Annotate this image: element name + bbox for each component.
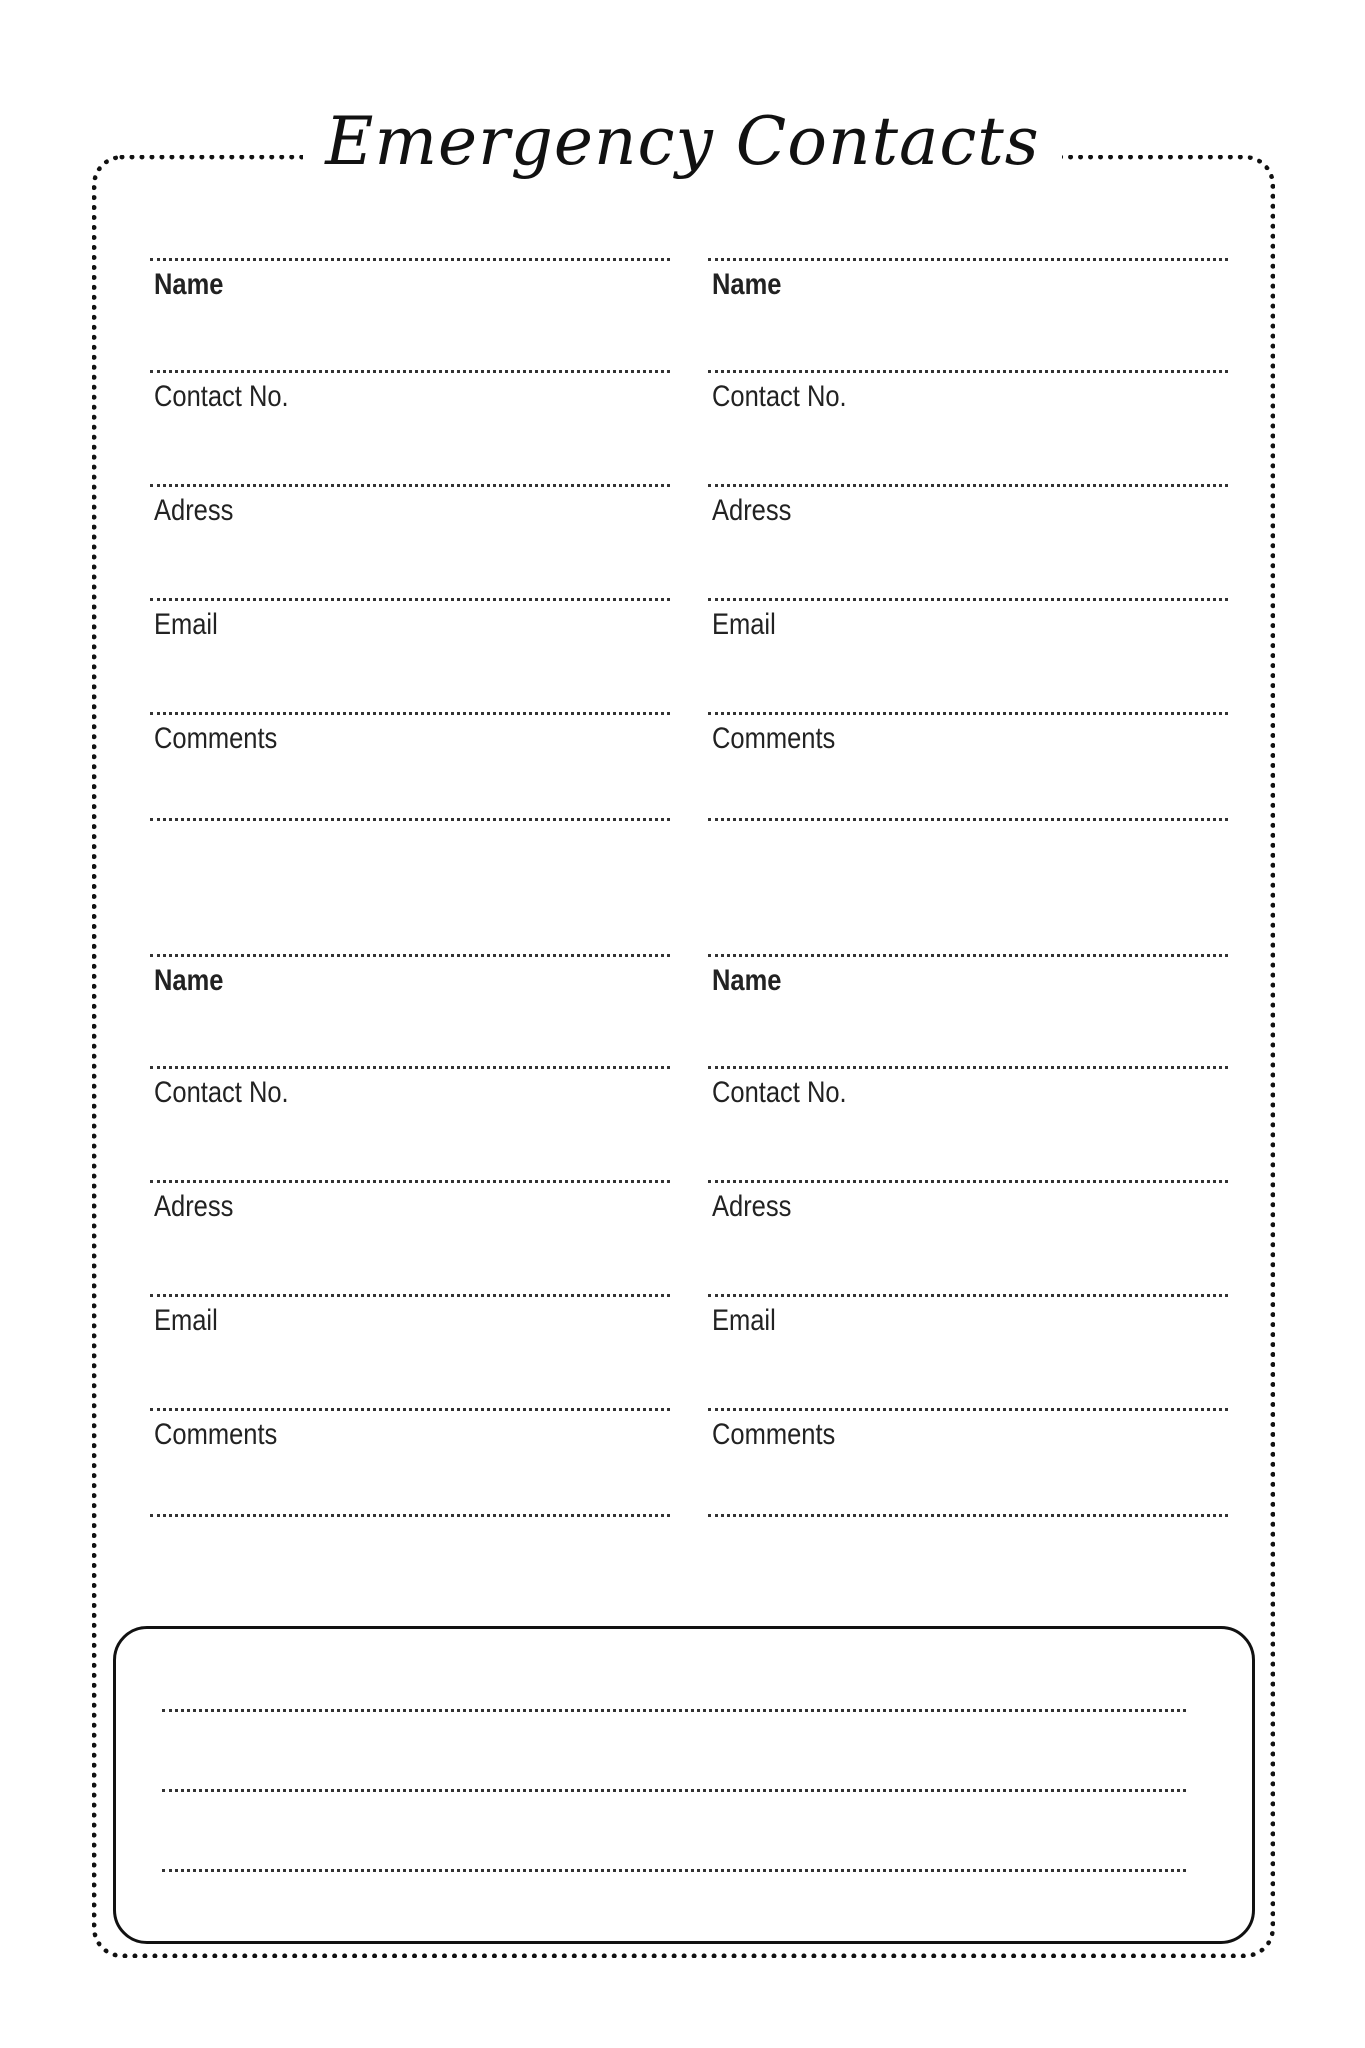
comments-label: Comments [154, 1418, 278, 1451]
comments-field[interactable] [708, 712, 1228, 826]
email-line [150, 598, 670, 601]
comments-label: Comments [712, 1418, 836, 1451]
comments-label: Comments [154, 722, 278, 755]
comments-extra-line[interactable] [708, 1514, 1228, 1517]
contact-number-label: Contact No. [712, 1076, 847, 1109]
address-label: Adress [154, 494, 234, 527]
comments-line [150, 712, 670, 715]
email-line [150, 1294, 670, 1297]
contact-number-label: Contact No. [154, 380, 289, 413]
contact-number-label: Contact No. [712, 380, 847, 413]
contact-number-field[interactable] [708, 1066, 1228, 1180]
name-label: Name [712, 964, 782, 997]
contact-number-label: Contact No. [154, 1076, 289, 1109]
name-label: Name [154, 964, 224, 997]
email-line [708, 598, 1228, 601]
comments-line [150, 1408, 670, 1411]
notes-line-1[interactable] [162, 1709, 1186, 1712]
name-field[interactable] [150, 954, 670, 1066]
title-wrap [0, 96, 1365, 188]
contact-card-1 [150, 258, 670, 821]
email-label: Email [154, 608, 218, 641]
contact-number-line [150, 370, 670, 373]
contact-card-3 [150, 954, 670, 1517]
notes-line-2[interactable] [162, 1789, 1186, 1792]
email-field[interactable] [150, 1294, 670, 1408]
address-label: Adress [154, 1190, 234, 1223]
notes-line-3[interactable] [162, 1869, 1186, 1872]
contact-number-field[interactable] [150, 370, 670, 484]
contact-card-4 [708, 954, 1228, 1517]
email-label: Email [712, 1304, 776, 1337]
notes-box [113, 1626, 1255, 1944]
page-title: Emergency Contacts [303, 96, 1061, 188]
email-label: Email [154, 1304, 218, 1337]
name-line [150, 258, 670, 261]
address-line [150, 484, 670, 487]
email-label: Email [712, 608, 776, 641]
contact-number-line [708, 1066, 1228, 1069]
name-label: Name [712, 268, 782, 301]
address-line [708, 1180, 1228, 1183]
comments-line [708, 1408, 1228, 1411]
address-label: Adress [712, 494, 792, 527]
comments-field[interactable] [150, 712, 670, 826]
email-field[interactable] [150, 598, 670, 712]
email-field[interactable] [708, 598, 1228, 712]
contact-number-line [150, 1066, 670, 1069]
address-line [708, 484, 1228, 487]
contact-number-field[interactable] [708, 370, 1228, 484]
name-line [708, 954, 1228, 957]
address-line [150, 1180, 670, 1183]
address-field[interactable] [150, 1180, 670, 1294]
contact-number-field[interactable] [150, 1066, 670, 1180]
comments-line [708, 712, 1228, 715]
comments-field[interactable] [150, 1408, 670, 1522]
address-field[interactable] [150, 484, 670, 598]
address-field[interactable] [708, 1180, 1228, 1294]
name-label: Name [154, 268, 224, 301]
name-field[interactable] [150, 258, 670, 370]
comments-field[interactable] [708, 1408, 1228, 1522]
address-label: Adress [712, 1190, 792, 1223]
name-line [150, 954, 670, 957]
email-line [708, 1294, 1228, 1297]
comments-extra-line[interactable] [150, 818, 670, 821]
comments-extra-line[interactable] [708, 818, 1228, 821]
name-field[interactable] [708, 954, 1228, 1066]
contact-number-line [708, 370, 1228, 373]
contact-card-2 [708, 258, 1228, 821]
comments-label: Comments [712, 722, 836, 755]
comments-extra-line[interactable] [150, 1514, 670, 1517]
name-line [708, 258, 1228, 261]
name-field[interactable] [708, 258, 1228, 370]
address-field[interactable] [708, 484, 1228, 598]
email-field[interactable] [708, 1294, 1228, 1408]
